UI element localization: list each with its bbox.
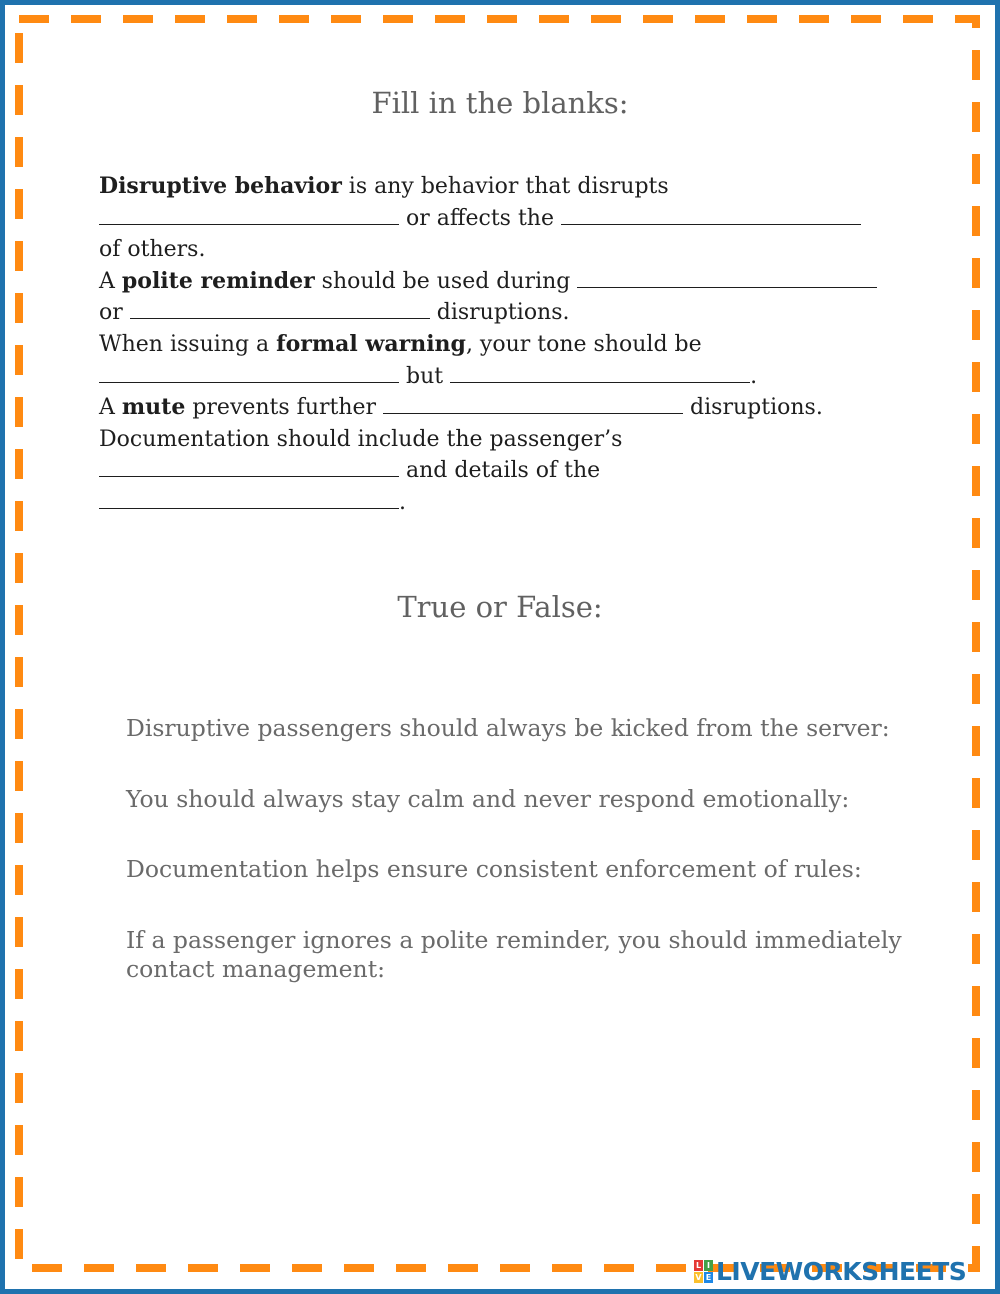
logo-text: LIVEWORKSHEETS [716,1256,967,1286]
fib-line-9: Documentation should include the passenger’s [99,426,623,452]
fib-line-11: . [99,487,889,519]
fib-line-6: When issuing a formal warning, your tone should be [99,330,702,357]
blank-8[interactable] [99,458,399,477]
logo-letter-i: I [704,1260,713,1271]
fib-line-8: A mute prevents further disruptions. [99,394,823,421]
blank-3[interactable] [577,269,877,288]
fib-line-4: A polite reminder should be used during [99,266,889,298]
logo-letter-l: L [695,1260,702,1270]
fib-line-7: but . [99,361,889,393]
blank-9[interactable] [99,490,399,509]
tf-question-4[interactable]: If a passenger ignores a polite reminder, you should immediately contact management: [126,926,902,983]
true-false-title: True or False: [397,590,603,624]
fib-line-1: Disruptive behavior is any behavior that disrupts [99,173,669,199]
blank-4[interactable] [130,300,430,319]
fib-line-2: or affects the [99,203,889,235]
blank-7[interactable] [383,395,683,414]
tf-question-3[interactable]: Documentation helps ensure consistent enforcement of rules: [126,855,862,883]
logo-mark-icon [694,1260,713,1283]
logo-letter-e: E [705,1272,712,1282]
logo-letter-v: V [695,1272,702,1282]
blank-2[interactable] [561,206,861,225]
fill-in-title: Fill in the blanks: [371,86,629,120]
fib-line-3: of others. [99,237,206,263]
fib-line-10: and details of the [99,455,889,487]
tf-question-1[interactable]: Disruptive passengers should always be kicked from the server: [126,714,890,742]
fib-line-5: or disruptions. [99,300,570,326]
fill-in-blanks-section [99,171,889,519]
blank-5[interactable] [99,364,399,383]
liveworksheets-logo [694,1256,966,1286]
tf-question-2[interactable]: You should always stay calm and never respond emotionally: [126,785,850,813]
blank-1[interactable] [99,206,399,225]
blank-6[interactable] [450,364,750,383]
